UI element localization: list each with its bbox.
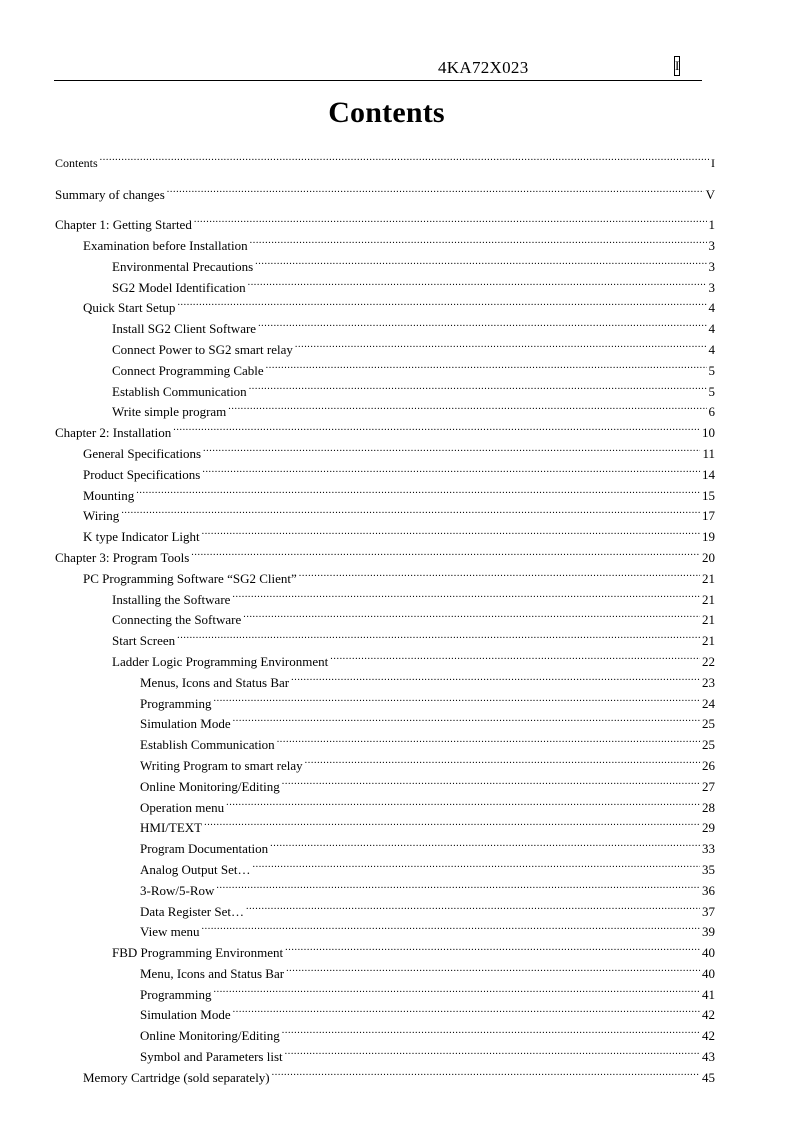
toc-label: Writing Program to smart relay: [140, 758, 303, 773]
toc-label: Quick Start Setup: [83, 300, 176, 315]
toc-leader-dots: [194, 211, 707, 229]
toc-leader-dots: [214, 981, 701, 999]
toc-entry[interactable]: [140, 731, 715, 754]
toc-page-number: 42: [702, 1007, 715, 1022]
toc-page-number: 36: [702, 883, 715, 898]
toc-label: Write simple program: [112, 404, 227, 419]
toc-leader-dots: [330, 648, 700, 666]
document-code: 4KA72X023: [438, 58, 529, 77]
toc-page-number: 26: [702, 758, 715, 773]
toc-label: Menu, Icons and Status Bar: [140, 966, 285, 981]
toc-label: Establish Communication: [112, 384, 247, 399]
toc-page-number: 21: [702, 633, 715, 648]
toc-page-number: 43: [702, 1049, 715, 1064]
toc-entry[interactable]: [140, 752, 715, 775]
toc-label: Connect Programming Cable: [112, 363, 264, 378]
toc-page-number: 29: [702, 820, 715, 835]
toc-page-number: V: [705, 187, 715, 202]
toc-page-number: 41: [702, 987, 715, 1002]
toc-entry[interactable]: [55, 419, 715, 442]
toc-entry[interactable]: [83, 502, 715, 525]
toc-page-number: 5: [708, 363, 715, 378]
toc-page-number: 14: [702, 467, 715, 482]
toc-page-number: 5: [708, 384, 715, 399]
toc-page-number: 21: [702, 571, 715, 586]
toc-page-number: 4: [708, 342, 715, 357]
toc-label: Symbol and Parameters list: [140, 1049, 283, 1064]
toc-label: Contents: [55, 156, 98, 170]
toc-page-number: 1: [708, 217, 715, 232]
toc-label: Simulation Mode: [140, 716, 231, 731]
toc-label: Programming: [140, 696, 212, 711]
toc-leader-dots: [214, 690, 701, 708]
toc-entry[interactable]: [83, 294, 715, 317]
toc-label: General Specifications: [83, 446, 202, 461]
toc-leader-dots: [202, 461, 700, 479]
toc-page-number: 15: [702, 488, 715, 503]
toc-entry[interactable]: [140, 773, 715, 796]
toc-leader-dots: [277, 731, 700, 749]
toc-label: Chapter 2: Installation: [55, 425, 172, 440]
toc-entry[interactable]: [83, 232, 715, 255]
toc-entry[interactable]: [55, 544, 715, 567]
toc-label: Establish Communication: [140, 737, 275, 752]
toc-leader-dots: [253, 856, 701, 874]
toc-leader-dots: [167, 181, 704, 199]
toc-page-number: 33: [702, 841, 715, 856]
toc-page-number: 45: [702, 1070, 715, 1085]
toc-leader-dots: [136, 482, 700, 500]
toc-entry[interactable]: [112, 627, 715, 650]
toc-entry[interactable]: [83, 440, 715, 463]
toc-page-number: 28: [702, 800, 715, 815]
toc-page-number: 21: [702, 592, 715, 607]
toc-entry[interactable]: [140, 856, 715, 879]
header-rule: [54, 80, 702, 81]
toc-entry[interactable]: [112, 253, 715, 276]
toc-leader-dots: [282, 773, 700, 791]
toc-page-number: 20: [702, 550, 715, 565]
toc-label: Programming: [140, 987, 212, 1002]
toc-leader-dots: [232, 586, 700, 604]
toc-page-number: 25: [702, 737, 715, 752]
toc-page-number: 3: [708, 280, 715, 295]
toc-page-number: 40: [702, 945, 715, 960]
toc-entry[interactable]: [55, 181, 715, 204]
toc-label: 3-Row/5-Row: [140, 883, 215, 898]
toc-page-number: 35: [702, 862, 715, 877]
toc-entry[interactable]: [112, 939, 715, 962]
toc-page-number: 19: [702, 529, 715, 544]
toc-page-number: 25: [702, 716, 715, 731]
toc-page-number: 3: [708, 238, 715, 253]
toc-leader-dots: [250, 232, 707, 250]
toc-leader-dots: [203, 440, 700, 458]
toc-label: Program Documentation: [140, 841, 269, 856]
toc-leader-dots: [286, 960, 700, 978]
toc-leader-dots: [233, 1001, 700, 1019]
toc-page-number: 27: [702, 779, 715, 794]
toc-label: Install SG2 Client Software: [112, 321, 257, 336]
toc-leader-dots: [202, 918, 700, 936]
toc-page-number: I: [711, 156, 715, 170]
toc-leader-dots: [291, 669, 700, 687]
toc-page-number: 22: [702, 654, 715, 669]
toc-leader-dots: [266, 357, 707, 375]
toc-leader-dots: [216, 877, 700, 895]
toc-label: Chapter 1: Getting Started: [55, 217, 192, 232]
toc-entry[interactable]: [140, 960, 715, 983]
toc-entry[interactable]: [112, 315, 715, 338]
toc-leader-dots: [173, 419, 700, 437]
toc-leader-dots: [285, 1043, 700, 1061]
toc-label: Menus, Icons and Status Bar: [140, 675, 290, 690]
toc-leader-dots: [233, 710, 700, 728]
toc-page-number: 10: [702, 425, 715, 440]
toc-entry[interactable]: [83, 523, 715, 546]
toc-page-number: 24: [702, 696, 715, 711]
toc-entry[interactable]: [140, 1043, 715, 1066]
toc-page-number: 4: [708, 300, 715, 315]
toc-label: SG2 Model Identification: [112, 280, 246, 295]
toc-leader-dots: [177, 294, 706, 312]
toc-leader-dots: [228, 398, 706, 416]
toc-page-number: 42: [702, 1028, 715, 1043]
toc-entry[interactable]: [83, 461, 715, 484]
toc-page-number: 21: [702, 612, 715, 627]
toc-leader-dots: [226, 794, 700, 812]
toc-entry[interactable]: [55, 211, 715, 234]
toc-leader-dots: [258, 315, 706, 333]
toc-entry[interactable]: [140, 710, 715, 733]
toc-page-number: 6: [708, 404, 715, 419]
toc-leader-dots: [246, 898, 700, 916]
toc-entry[interactable]: [140, 814, 715, 837]
toc-label: PC Programming Software “SG2 Client”: [83, 571, 297, 586]
toc-entry[interactable]: [112, 606, 715, 629]
toc-entry[interactable]: [55, 149, 715, 172]
toc-leader-dots: [305, 752, 700, 770]
toc-label: HMI/TEXT: [140, 820, 203, 835]
toc-leader-dots: [248, 274, 707, 292]
toc-leader-dots: [272, 1064, 700, 1082]
toc-leader-dots: [295, 336, 707, 354]
toc-entry[interactable]: [140, 669, 715, 692]
toc-label: Summary of changes: [55, 187, 165, 202]
toc-page-number: 40: [702, 966, 715, 981]
toc-label: Wiring: [83, 508, 120, 523]
toc-label: Product Specifications: [83, 467, 201, 482]
toc-entry[interactable]: [140, 877, 715, 900]
toc-leader-dots: [100, 149, 709, 167]
toc-entry[interactable]: [112, 336, 715, 359]
page-title: Contents: [328, 96, 445, 129]
toc-leader-dots: [204, 814, 700, 832]
toc-label: View menu: [140, 924, 200, 939]
toc-label: Simulation Mode: [140, 1007, 231, 1022]
toc-leader-dots: [270, 835, 700, 853]
header-page-number: I: [674, 56, 680, 76]
toc-label: Operation menu: [140, 800, 225, 815]
toc-entry[interactable]: [140, 835, 715, 858]
toc-label: Data Register Set…: [140, 904, 244, 919]
toc-page-number: 3: [708, 259, 715, 274]
toc-leader-dots: [282, 1022, 700, 1040]
toc-label: Mounting: [83, 488, 135, 503]
toc-label: Examination before Installation: [83, 238, 248, 253]
toc-label: Start Screen: [112, 633, 176, 648]
toc-label: Online Monitoring/Editing: [140, 779, 280, 794]
toc-page-number: 4: [708, 321, 715, 336]
toc-leader-dots: [299, 565, 700, 583]
toc-entry[interactable]: [83, 1064, 715, 1087]
toc-label: Online Monitoring/Editing: [140, 1028, 280, 1043]
toc-page-number: 11: [702, 446, 715, 461]
toc-leader-dots: [191, 544, 700, 562]
toc-entry[interactable]: [140, 1001, 715, 1024]
toc-entry[interactable]: [112, 398, 715, 421]
toc-page-number: 17: [702, 508, 715, 523]
toc-label: Chapter 3: Program Tools: [55, 550, 190, 565]
toc-leader-dots: [255, 253, 706, 271]
toc-leader-dots: [249, 378, 707, 396]
toc-label: Ladder Logic Programming Environment: [112, 654, 329, 669]
toc-entry[interactable]: [112, 648, 715, 671]
toc-leader-dots: [202, 523, 700, 541]
toc-label: Connect Power to SG2 smart relay: [112, 342, 293, 357]
toc-label: Environmental Precautions: [112, 259, 254, 274]
toc-leader-dots: [121, 502, 700, 520]
toc-leader-dots: [177, 627, 700, 645]
toc-entry[interactable]: [83, 565, 715, 588]
toc-leader-dots: [243, 606, 700, 624]
toc-page-number: 37: [702, 904, 715, 919]
toc-entry[interactable]: [112, 357, 715, 380]
toc-label: Installing the Software: [112, 592, 231, 607]
toc-label: Analog Output Set…: [140, 862, 251, 877]
toc-entry[interactable]: [140, 918, 715, 941]
toc-leader-dots: [285, 939, 700, 957]
toc-page-number: 23: [702, 675, 715, 690]
toc-label: FBD Programming Environment: [112, 945, 284, 960]
toc-label: Connecting the Software: [112, 612, 242, 627]
toc-label: Memory Cartridge (sold separately): [83, 1070, 270, 1085]
toc-entry[interactable]: [140, 1022, 715, 1045]
toc-page-number: 39: [702, 924, 715, 939]
toc-label: K type Indicator Light: [83, 529, 200, 544]
